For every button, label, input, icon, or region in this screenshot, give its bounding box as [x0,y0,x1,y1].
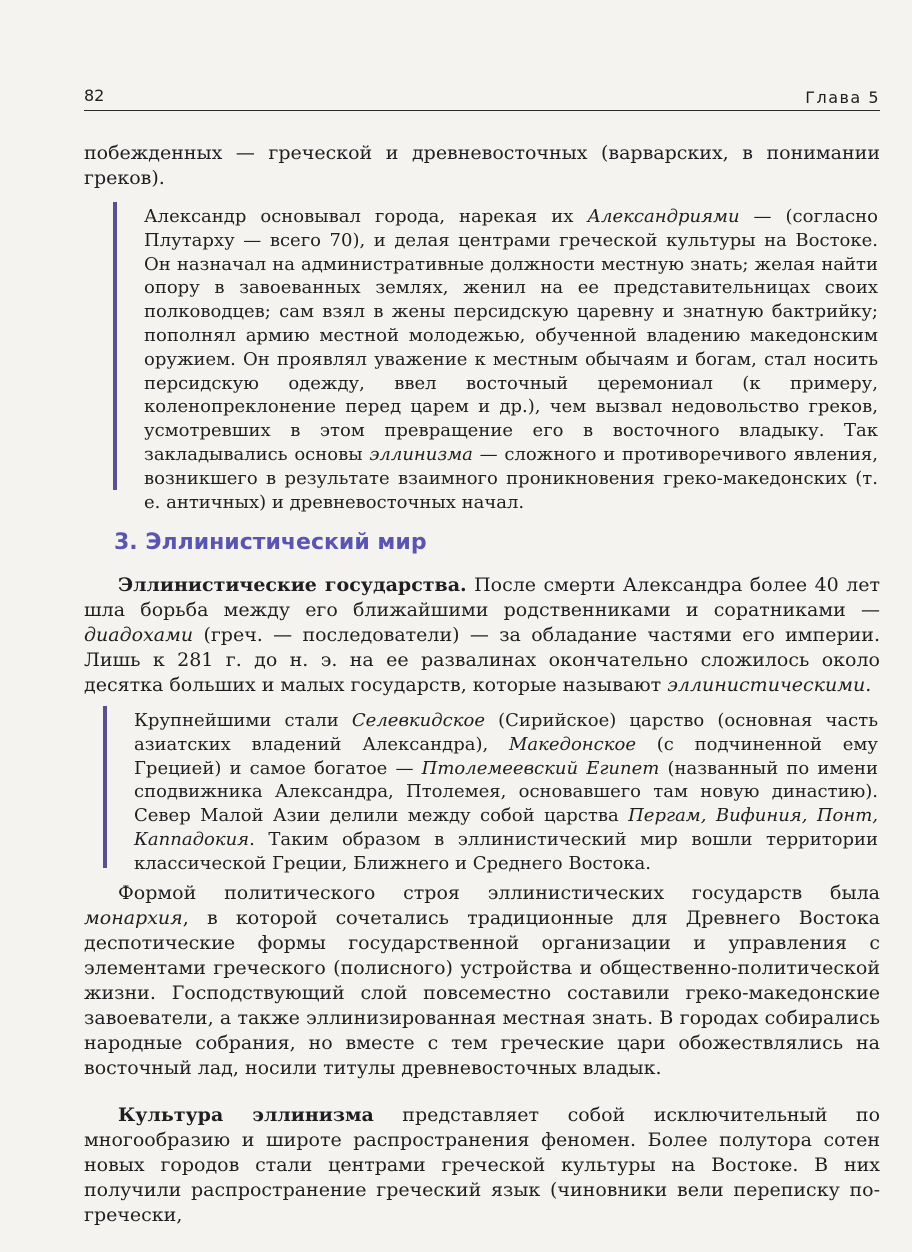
italic-term: эллинизма [369,443,473,465]
boxed-text-alexander [144,205,878,514]
italic-term: диадохами [84,624,194,646]
italic-term: Селевкидское [351,710,485,731]
bold-lead: Эллинистические государства. [118,574,467,596]
text-run: Крупнейшими стали [134,710,352,731]
sidebar-bar [103,706,107,868]
italic-term: монархия [84,907,183,929]
paragraph-monarchy [84,881,880,1081]
text-run: Александр основывал города, нарекая их [144,206,588,227]
text-run: (Сирийское) царство (основная часть азиатских владений Александра), [134,710,879,755]
text-run: (названный по имени сподвижника Александра, Птолемея, основавшего там новую династию). Север Малой Азии делили между собой царства [134,757,878,827]
sidebar-bar [113,202,117,490]
text-run: (с подчиненной ему Грецией) и самое богатое — [134,733,878,779]
text-run: , в которой сочетались традиционные для Древнего Востока деспотические формы государственной организации и управления с элементами греческого (полисного) устройства и общественно-политической жизни. Господствующий слой повсеместно составили греко-македонские завоеватели, а также эллинизированная местная знать. В городах собирались народные собрания, но вместе с тем греческие цари обожествлялись на восточный лад, носили титулы древневосточных владык. [84,907,880,1079]
text-run: — (согласно Плутарху — всего 70), и делая центрами греческой культуры на Востоке. Он назначал на административные должности местную знать; желая найти опору в завоеванных землях, женил на ее представительницах своих полководцев; сам взял в жены персидскую царевну и знатную бактрийку; пополнял армию местной молодежью, обученной владению македонским оружием. Он проявлял уважение к местным обычаям и богам, стал носить персидскую одежду, ввел восточный церемониал (к примеру, коленопреклонение перед царем и др.), чем вызвал недовольство греков, усмотревших в этом превращение его в восточного владыку. Так закладывались основы [144,206,878,465]
boxed-text-kingdoms [134,709,878,876]
italic-term: Македонское [508,733,636,755]
page-header [84,84,880,111]
page-number: 82 [84,86,105,105]
text-run: Формой политического строя эллинистических государств была [118,882,880,904]
paragraph-intro [84,141,880,191]
paragraph-culture [84,1103,880,1228]
chapter-title: Глава 5 [805,88,880,107]
text-run: После смерти Александра более 40 лет шла борьба между его ближайшими родственниками и соратниками — [84,574,880,621]
paragraph-text: побежденных — греческой и древневосточных (варварских, в понимании греков). [84,142,880,189]
section-heading: 3. Эллинистический мир [114,530,427,555]
italic-term: Пергам, Вифиния, Понт, Каппадокия [134,805,878,850]
italic-term: Александриями [587,206,740,227]
text-run: . Таким образом в эллинистический мир вошли территории классической Греции, Ближнего и Среднего Востока. [134,828,878,874]
paragraph-hellenistic-states [84,573,880,698]
text-run: (греч. — последователи) — за обладание частями его империи. Лишь к 281 г. до н. э. на ее развалинах окончательно сложилось около десятка больших и малых государств, которые называют [84,624,880,696]
bold-lead: Культура эллинизма [118,1104,374,1126]
italic-term: Птолемеевский Египет [421,757,660,779]
text-run: представляет собой исключительный по многообразию и широте распространения феномен. Более полутора сотен новых городов стали центрами греческой культуры на Востоке. В них получили распространение греческий язык (чиновники вели переписку по-гречески, [84,1104,881,1226]
text-run: . [865,674,872,696]
text-run: — сложного и противоречивого явления, возникшего в результате взаимного проникновения греко-македонских (т. е. античных) и древневосточных начал. [144,443,878,513]
italic-term: эллинистическими [667,674,866,696]
